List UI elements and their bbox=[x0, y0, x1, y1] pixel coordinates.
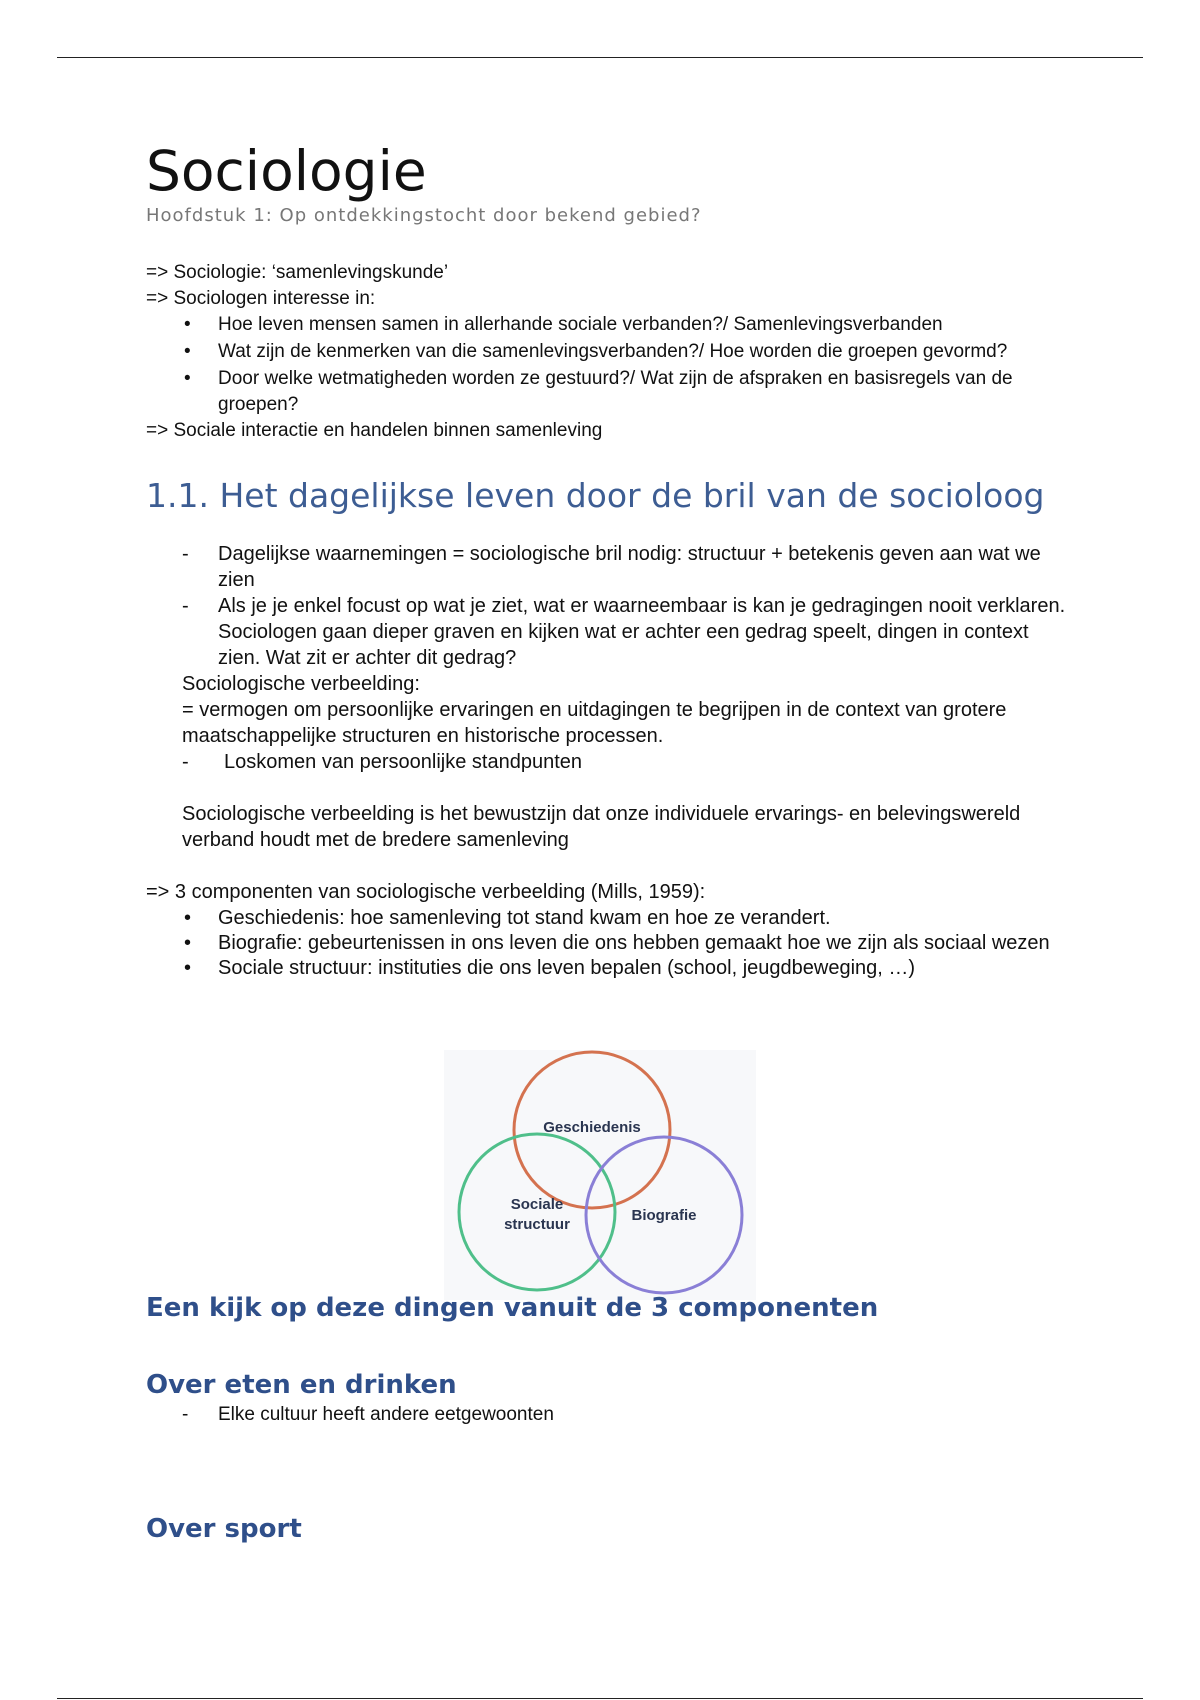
venn-label-geschiedenis: Geschiedenis bbox=[543, 1119, 641, 1136]
bullet-mark: • bbox=[184, 341, 191, 362]
venn-label-biografie: Biografie bbox=[631, 1207, 697, 1224]
list-item: - Als je je enkel focust op wat je ziet, wat er waarneembaar is kan je gedragingen nooit verklaren. Sociologen gaan dieper graven en kijken wat er achter een gedrag speelt, dingen in context zien. Wat zit er achter dit gedrag? bbox=[182, 595, 1066, 669]
heading-kijk: Een kijk op deze dingen vanuit de 3 componenten bbox=[146, 1293, 879, 1323]
bullet-mark: • bbox=[184, 314, 191, 335]
document-body bbox=[146, 140, 1066, 981]
verbeelding-definition: = vermogen om persoonlijke ervaringen en uitdagingen te begrijpen in de context van grotere maatschappelijke structuren en historische processen. bbox=[182, 699, 1007, 747]
list-item: • Sociale structuur: instituties die ons leven bepalen (school, jeugdbeweging, …) bbox=[184, 957, 916, 979]
verbeelding-bewustzijn: Sociologische verbeelding is het bewustzijn dat onze individuele ervarings- en belevingswereld verband houdt met de bredere samenleving bbox=[182, 803, 1021, 851]
section-1-1-body bbox=[146, 541, 1066, 981]
list-item: • Door welke wetmatigheden worden ze gestuurd?/ Wat zijn de afspraken en basisregels van de groepen? bbox=[184, 368, 1013, 415]
list-item: - Dagelijkse waarnemingen = sociologische bril nodig: structuur + betekenis geven aan wat we zien bbox=[182, 543, 1041, 591]
verbeelding-label: Sociologische verbeelding: bbox=[182, 673, 420, 695]
dash-mark: - bbox=[182, 1404, 189, 1425]
page-subtitle: Hoofdstuk 1: Op ontdekkingstocht door bekend gebied? bbox=[146, 205, 702, 226]
venn-label-structuur: structuur bbox=[504, 1216, 570, 1233]
bullet-mark: • bbox=[184, 932, 192, 954]
list-item: • Wat zijn de kenmerken van die samenlevingsverbanden?/ Hoe worden die groepen gevormd? bbox=[146, 339, 1066, 365]
intro-line-2: => Sociologen interesse in: bbox=[146, 288, 376, 309]
list-item: - Loskomen van persoonlijke standpunten bbox=[182, 751, 583, 773]
dash-mark: - bbox=[182, 543, 189, 565]
intro-line-3: => Sociale interactie en handelen binnen samenleving bbox=[146, 420, 603, 441]
componenten-intro: => 3 componenten van sociologische verbeelding (Mills, 1959): bbox=[146, 881, 706, 903]
list-item: • Biografie: gebeurtenissen in ons leven die ons hebben gemaakt hoe we zijn als sociaal wezen bbox=[184, 932, 1050, 954]
venn-diagram bbox=[444, 1050, 756, 1300]
bottom-rule bbox=[57, 1698, 1143, 1699]
section-heading-1-1: 1.1. Het dagelijkse leven door de bril van de socioloog bbox=[146, 476, 1045, 515]
top-rule bbox=[57, 57, 1143, 58]
heading-eten: Over eten en drinken bbox=[146, 1370, 457, 1400]
heading-sport: Over sport bbox=[146, 1514, 302, 1544]
eten-item-text: Elke cultuur heeft andere eetgewoonten bbox=[218, 1404, 554, 1425]
intro-line-1: => Sociologie: ‘samenlevingskunde’ bbox=[146, 262, 449, 283]
dash-list-loskomen bbox=[146, 749, 1066, 775]
list-item: • Hoe leven mensen samen in allerhande sociale verbanden?/ Samenlevingsverbanden bbox=[146, 312, 1066, 338]
componenten-list bbox=[146, 905, 1066, 981]
venn-label-sociale: Sociale bbox=[510, 1196, 564, 1213]
dash-mark: - bbox=[182, 595, 189, 617]
intro-bullet-list bbox=[146, 312, 1066, 418]
dash-list bbox=[146, 541, 1066, 671]
dash-mark: - bbox=[182, 751, 189, 773]
bullet-mark: • bbox=[184, 957, 192, 979]
intro-block bbox=[146, 260, 1066, 444]
bullet-mark: • bbox=[184, 368, 191, 389]
page-title: Sociologie bbox=[146, 139, 427, 203]
list-item: • Geschiedenis: hoe samenleving tot stand kwam en hoe ze verandert. bbox=[184, 907, 831, 929]
bullet-mark: • bbox=[184, 907, 192, 929]
